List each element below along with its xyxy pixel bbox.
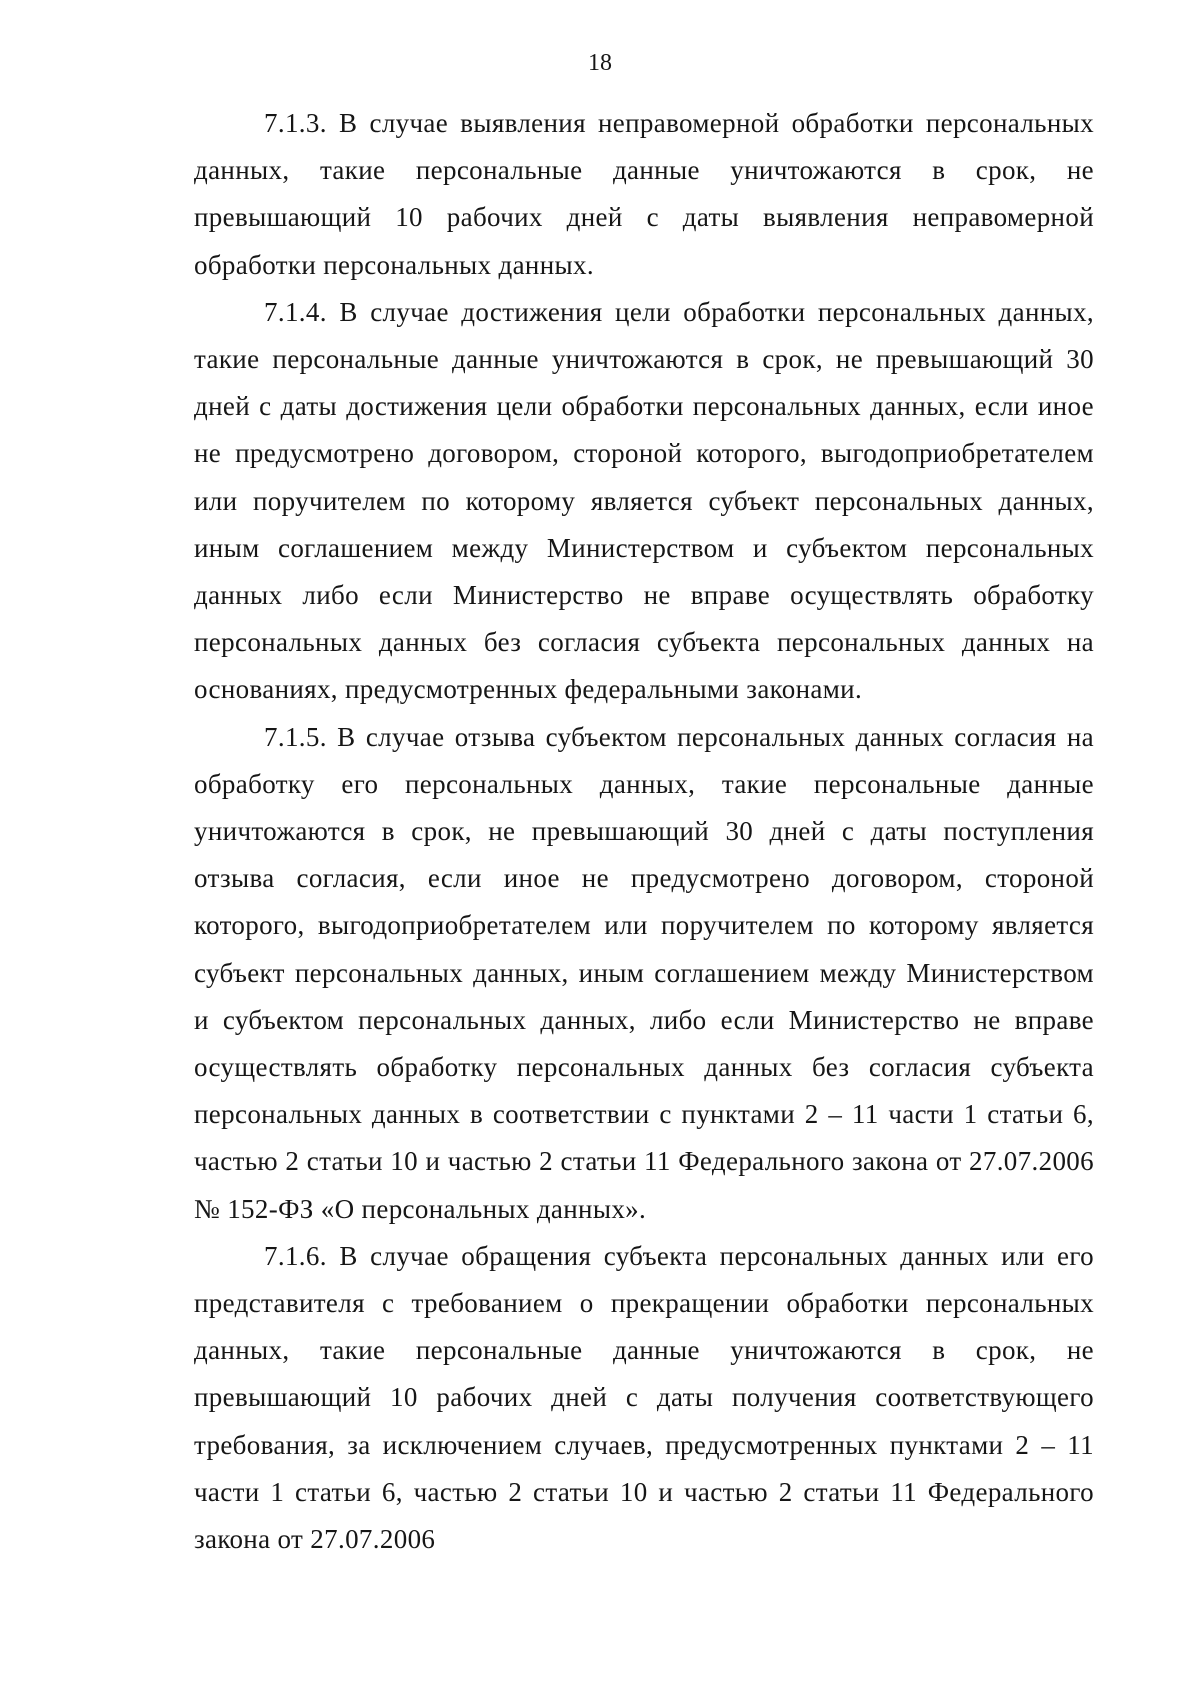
- paragraph-7-1-5: 7.1.5. В случае отзыва субъектом персональных данных согласия на обработку его персональных данных, такие персональные данные уничтожаются в срок, не превышающий 30 дней с даты поступления отзыва согласия, если иное не предусмотрено договором, стороной которого, выгодоприобретателем или поручителем по которому является субъект персональных данных, иным соглашением между Министерством и субъектом персональных данных, либо если Министерство не вправе осуществлять обработку персональных данных без согласия субъекта персональных данных в соответствии с пунктами 2 – 11 части 1 статьи 6, частью 2 статьи 10 и частью 2 статьи 11 Федерального закона от 27.07.2006 № 152-ФЗ «О персональных данных».: [194, 721, 1094, 1224]
- paragraph-7-1-6: 7.1.6. В случае обращения субъекта персональных данных или его представителя с требованием о прекращении обработки персональных данных, такие персональные данные уничтожаются в срок, не превышающий 10 рабочих дней с даты получения соответствующего требования, за исключением случаев, предусмотренных пунктами 2 – 11 части 1 статьи 6, частью 2 статьи 10 и частью 2 статьи 11 Федерального закона от 27.07.2006: [194, 1240, 1094, 1555]
- page-number: 18: [588, 50, 612, 76]
- paragraph-7-1-4: 7.1.4. В случае достижения цели обработки персональных данных, такие персональные данные уничтожаются в срок, не превышающий 30 дней с даты достижения цели обработки персональных данных, если иное не предусмотрено договором, стороной которого, выгодоприобретателем или поручителем по которому является субъект персональных данных, иным соглашением между Министерством и субъектом персональных данных либо если Министерство не вправе осуществлять обработку персональных данных без согласия субъекта персональных данных на основаниях, предусмотренных федеральными законами.: [194, 296, 1094, 705]
- paragraph-7-1-3: 7.1.3. В случае выявления неправомерной обработки персональных данных, такие персональные данные уничтожаются в срок, не превышающий 10 рабочих дней с даты выявления неправомерной обработки персональных данных.: [194, 108, 1094, 280]
- document-body: [194, 100, 1094, 1563]
